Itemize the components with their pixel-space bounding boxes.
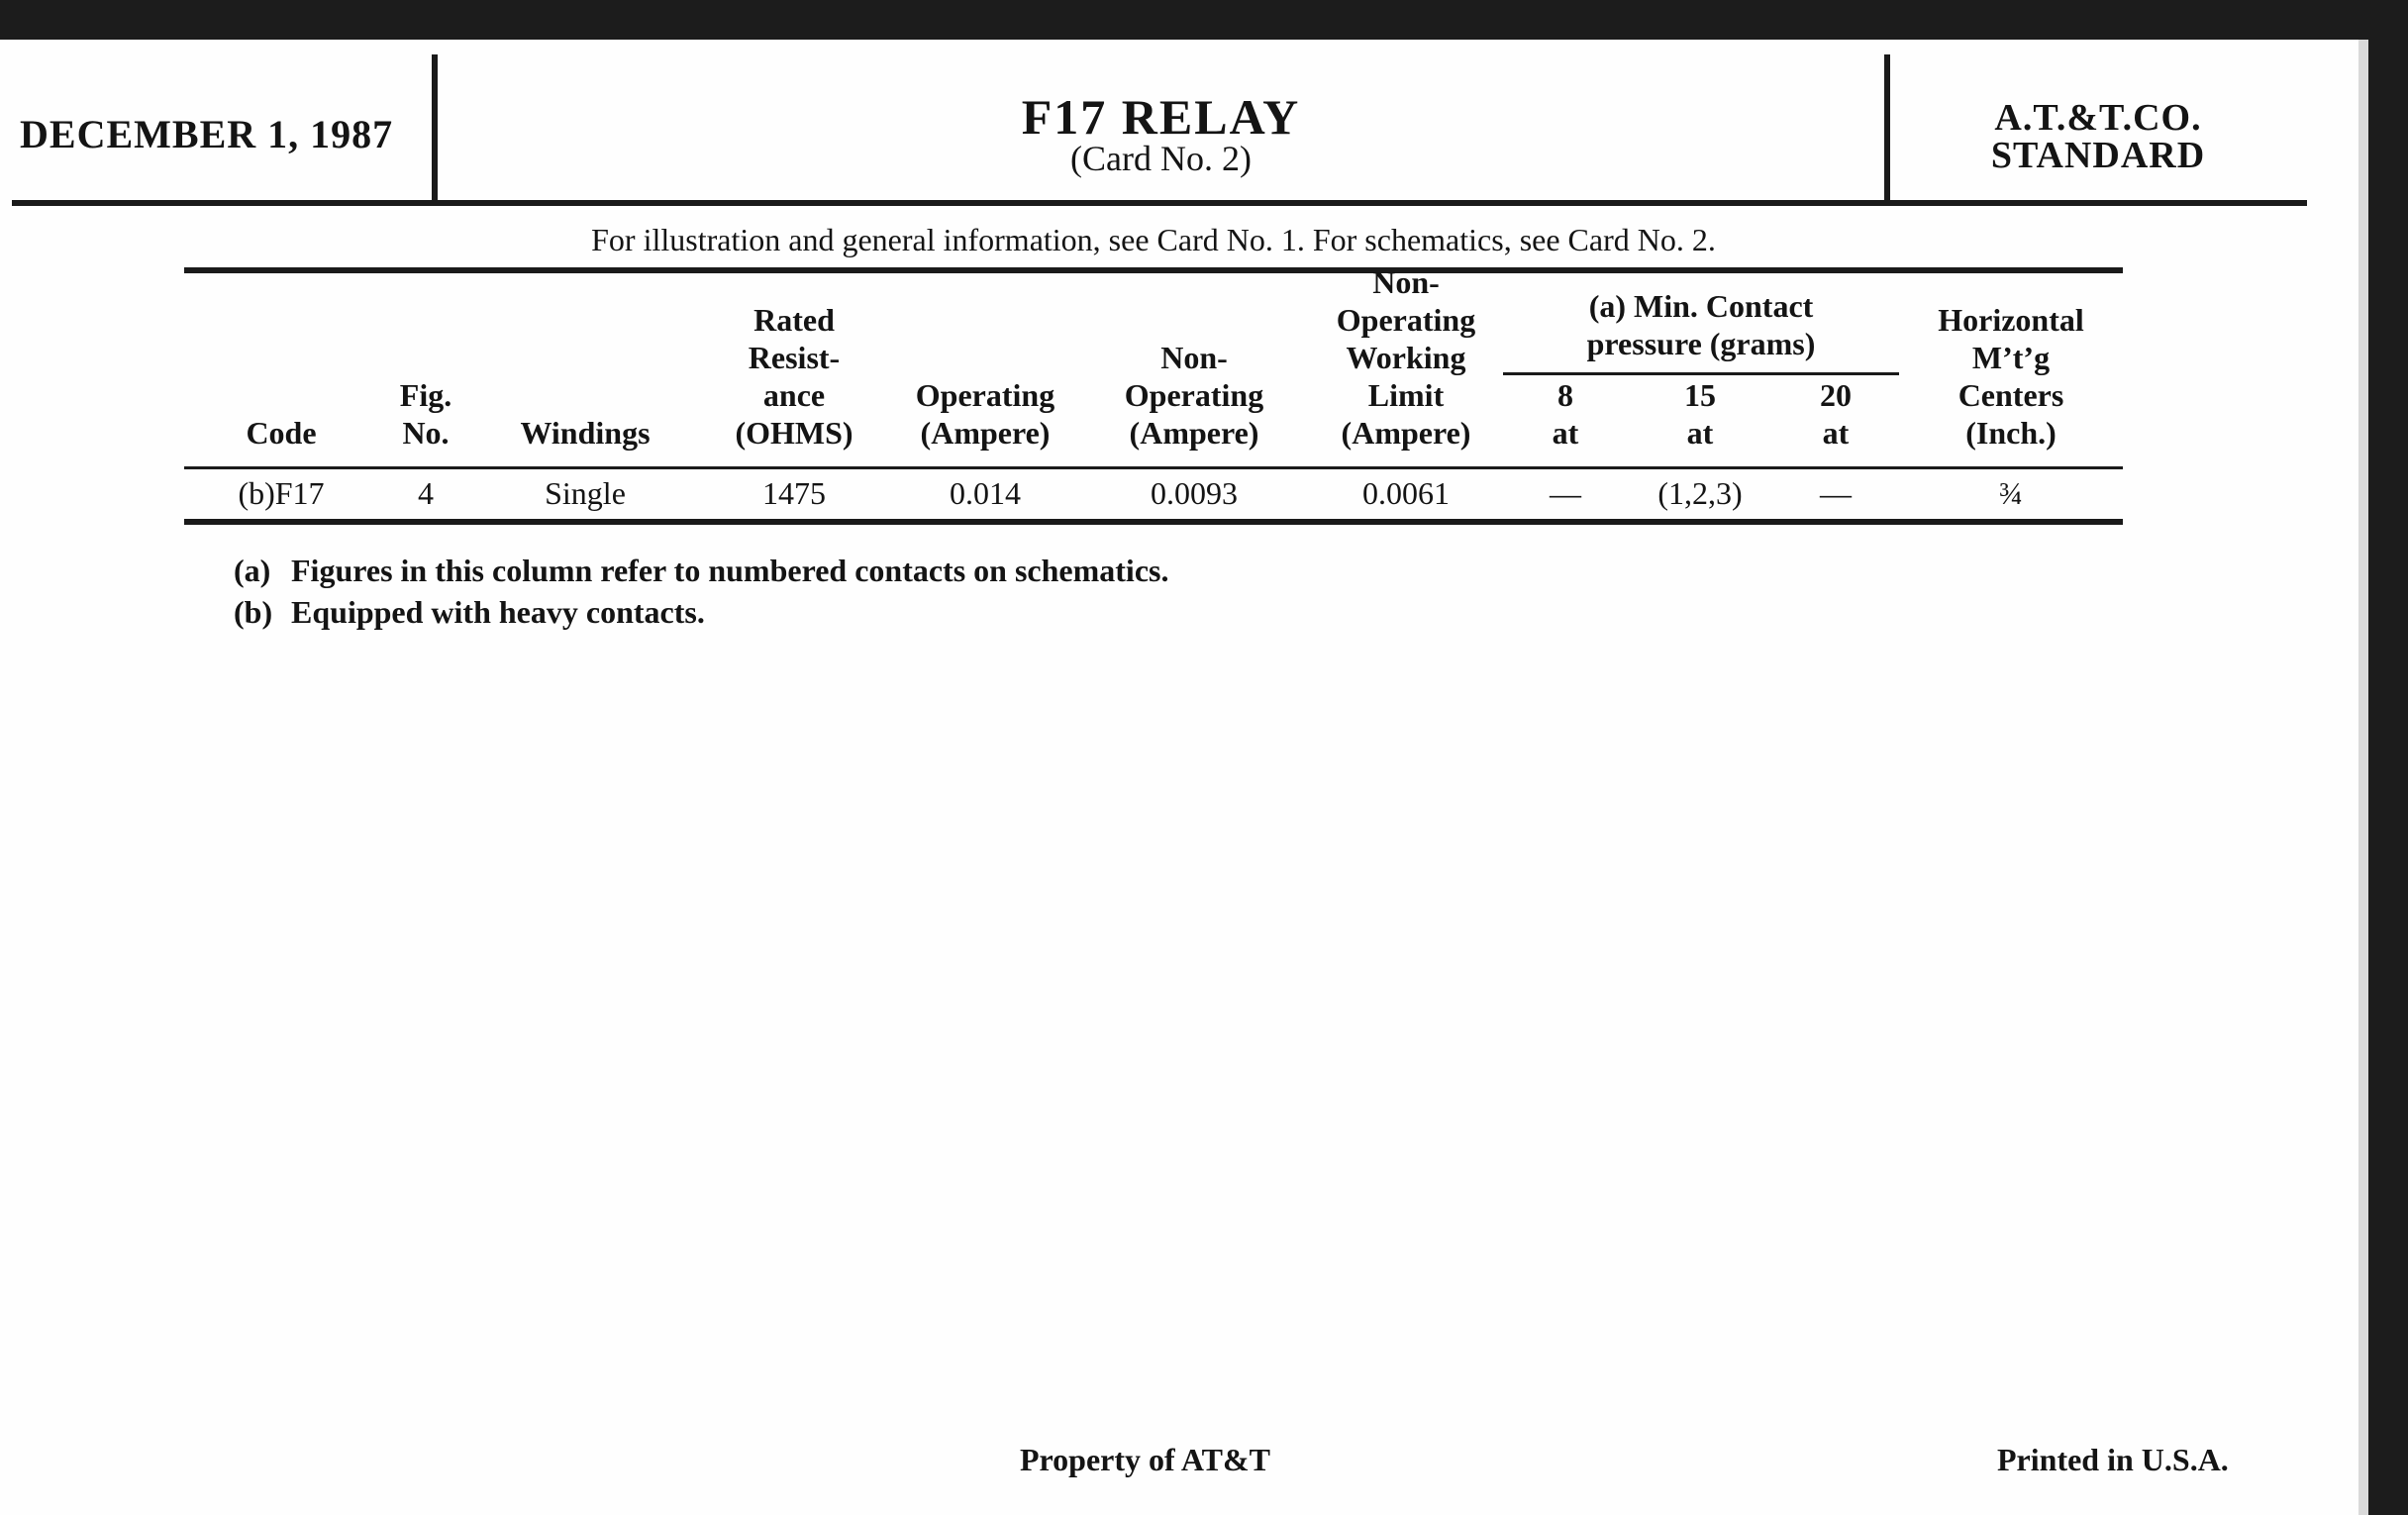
footer-printed: Printed in U.S.A.	[1997, 1442, 2229, 1477]
header-rule	[12, 200, 2307, 206]
scan-border-right	[2368, 40, 2408, 1515]
table-top-rule	[184, 267, 2123, 273]
footnote-b	[234, 592, 705, 632]
header-windings: Windings	[520, 415, 651, 451]
cell-code: (b)F17	[238, 475, 325, 511]
card-edge	[2358, 40, 2368, 1515]
document-title: F17 RELAY	[1021, 89, 1301, 145]
cell-mounting-centers: ¾	[1999, 475, 2023, 511]
table-bottom-rule	[184, 519, 2123, 525]
document-subtitle: (Card No. 2)	[1070, 139, 1252, 178]
cell-operating: 0.014	[950, 475, 1021, 511]
footnote-b-key: (b)	[234, 594, 273, 630]
footer-property: Property of AT&T	[1020, 1442, 1270, 1477]
header-min-contact-pressure: (a) Min. Contact pressure (grams)	[1586, 288, 1816, 361]
header-rated-resistance: Rated Resist- ance (OHMS)	[735, 302, 853, 451]
table-header-rule	[184, 466, 2123, 469]
standard-label	[1890, 99, 2306, 174]
standard-line-2: STANDARD	[1990, 135, 2206, 176]
header-working-limit: Non- Operating Working Limit (Ampere)	[1336, 264, 1476, 451]
header-code: Code	[246, 415, 317, 451]
cell-pressure-20: —	[1820, 475, 1852, 511]
footnote-a-text: Figures in this column refer to numbered contacts on schematics.	[291, 553, 1169, 588]
header-pressure-8: 8 at	[1552, 377, 1579, 451]
cell-pressure-8: —	[1550, 475, 1581, 511]
scan-border-top	[0, 0, 2408, 40]
issue-date: DECEMBER 1, 1987	[20, 112, 394, 156]
intro-text: For illustration and general information, see Card No. 1. For schematics, see Card No. 2.	[591, 222, 1716, 257]
header-mounting-centers: Horizontal M’t’g Centers (Inch.)	[1938, 302, 2084, 451]
footnote-b-text: Equipped with heavy contacts.	[291, 594, 705, 630]
cell-fig-no: 4	[418, 475, 434, 511]
footnote-a	[234, 551, 1168, 590]
header-fig-no: Fig. No.	[399, 377, 452, 451]
standard-line-1: A.T.&T.CO.	[1994, 97, 2202, 139]
pressure-group-rule	[1503, 372, 1899, 375]
cell-rated-resistance: 1475	[762, 475, 826, 511]
header-non-operating: Non- Operating (Ampere)	[1124, 340, 1264, 451]
footnote-a-key: (a)	[234, 553, 271, 588]
header-pressure-15: 15 at	[1684, 377, 1716, 451]
header-operating: Operating (Ampere)	[915, 377, 1055, 451]
cell-windings: Single	[545, 475, 626, 511]
cell-pressure-15: (1,2,3)	[1657, 475, 1743, 511]
cell-non-operating: 0.0093	[1151, 475, 1238, 511]
cell-working-limit: 0.0061	[1362, 475, 1450, 511]
header-pressure-20: 20 at	[1820, 377, 1852, 451]
relay-card	[0, 40, 2358, 1515]
